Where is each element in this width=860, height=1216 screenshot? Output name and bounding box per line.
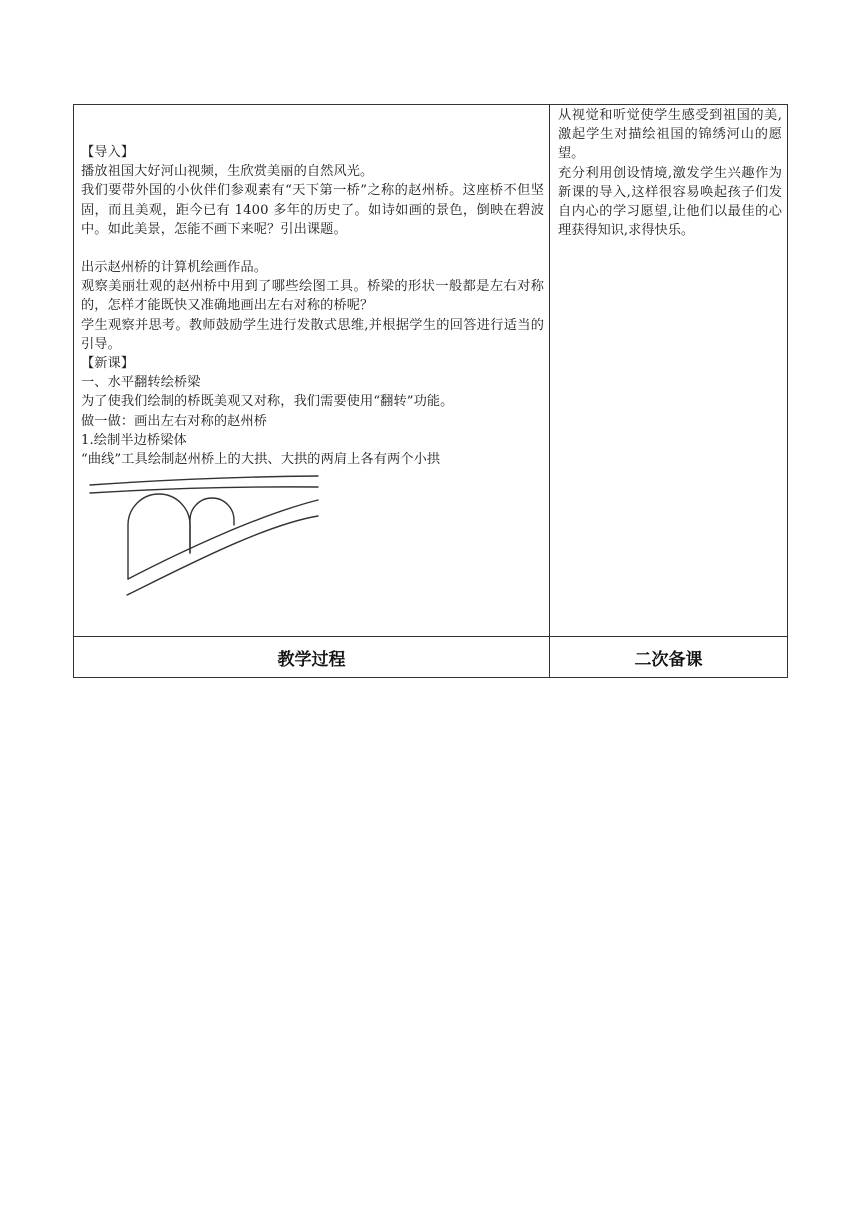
half-bridge-drawing (84, 475, 324, 601)
second-preparation-cell (550, 105, 788, 637)
new-lesson-heading: 【新课】 (81, 356, 135, 372)
show-artwork-text: 出示赵州桥的计算机绘画作品。 (81, 260, 268, 276)
large-arch-curve-lower (127, 516, 318, 595)
section-1-try-it: 做一做：画出左右对称的赵州桥 (81, 413, 268, 429)
students-think-text: 学生观察并思考。教师鼓励学生进行发散式思维,并根据学生的回答进行适当的引导。 (81, 317, 544, 352)
large-arch-curve-upper (128, 500, 318, 579)
large-arch-small-arch-1 (128, 494, 190, 579)
intro-paragraph-1: 播放祖国大好河山视频，生欣赏美丽的自然风光。 (81, 164, 374, 180)
content-row (74, 105, 788, 637)
second-preparation-label: 二次备课 (550, 637, 788, 678)
step-1-description: “曲线”工具绘制赵州桥上的大拱、大拱的两肩上各有两个小拱 (81, 452, 441, 468)
section-1-title: 一、水平翻转绘桥梁 (81, 375, 201, 391)
section-1-paragraph: 为了使我们绘制的桥既美观又对称，我们需要使用“翻转”功能。 (81, 394, 454, 410)
footer-row (74, 637, 788, 678)
bridge-deck-bottom-line (90, 487, 318, 493)
lesson-plan-table (73, 104, 788, 678)
right-note-2: 充分利用创设情境,激发学生兴趣作为新课的导入,这样很容易唤起孩子们发自内心的学习愿望,让他们以最佳的心理获得知识,求得快乐。 (558, 165, 782, 239)
observe-text: 观察美丽壮观的赵州桥中用到了哪些绘图工具。桥梁的形状一般都是左右对称的，怎样才能既快又准确地画出左右对称的桥呢？ (81, 279, 544, 314)
teaching-process-cell (74, 105, 550, 637)
bridge-deck-top-line (90, 476, 318, 485)
right-note-1: 从视觉和听觉使学生感受到祖国的美,激起学生对描绘祖国的锦绣河山的愿望。 (558, 108, 782, 162)
intro-heading: 【导入】 (81, 145, 135, 160)
intro-paragraph-2: 我们要带外国的小伙伴们参观素有“天下第一桥”之称的赵州桥。这座桥不但坚固，而且美观，距今已有 1400 多年的历史了。如诗如画的景色，倒映在碧波中。如此美景，怎能不画下来呢？引出课题。 (81, 183, 544, 237)
teaching-process-label: 教学过程 (74, 637, 550, 678)
step-1-title: 1.绘制半边桥梁体 (81, 432, 187, 448)
spacer (81, 239, 544, 258)
